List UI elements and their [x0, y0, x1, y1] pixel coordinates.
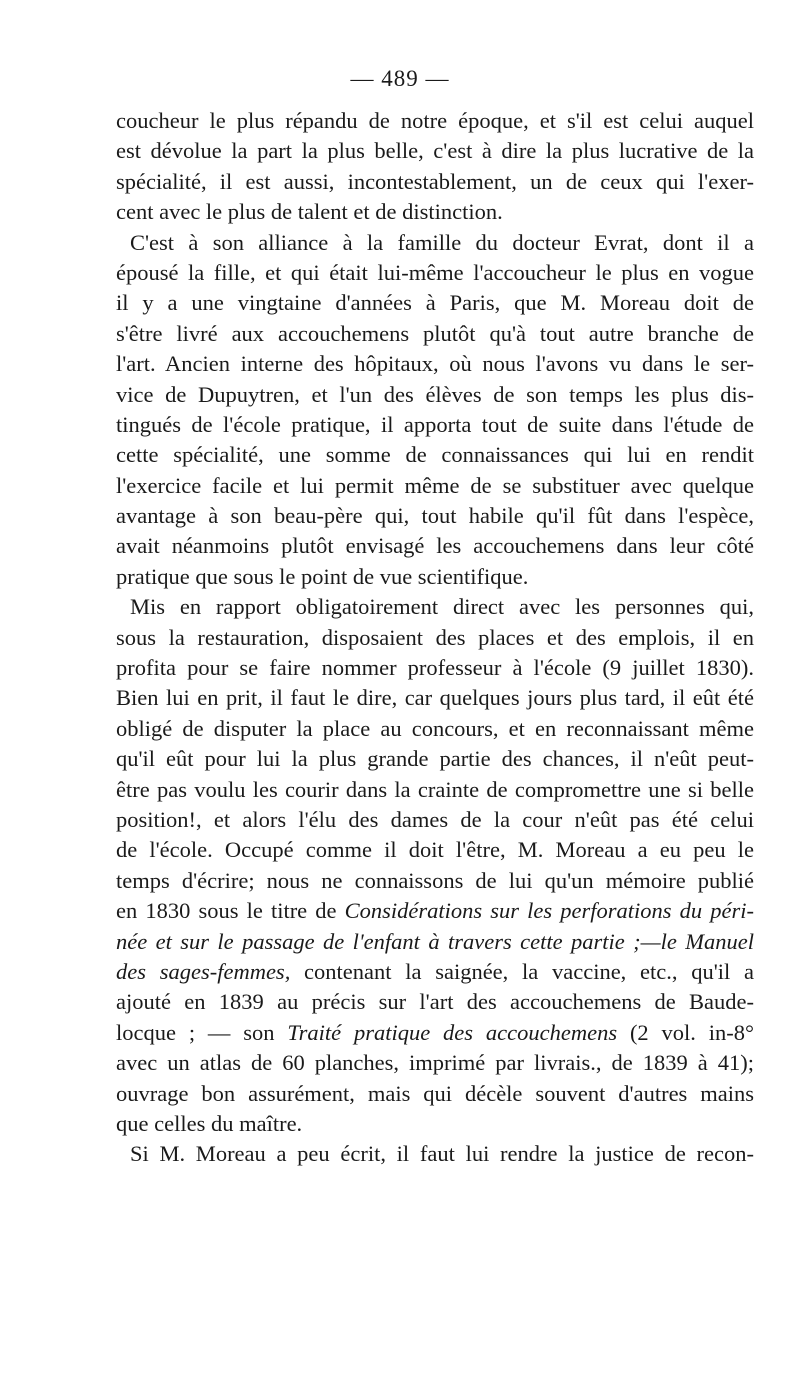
text-line: cette spécialité, une somme de connaissances qui lui en rendit	[116, 442, 754, 468]
text-line: position!, et alors l'élu des dames de la cour n'eût pas été celui	[116, 806, 754, 832]
text-segment: contenant la saignée, la vaccine, etc., qu'il a	[290, 958, 754, 984]
text-line: être pas voulu les courir dans la crainte de compromettre une si belle	[116, 776, 754, 802]
text-line	[116, 896, 754, 926]
text-line: temps d'écrire; nous ne connaissons de lui qu'un mémoire publié	[116, 867, 754, 893]
text-line: Si M. Moreau a peu écrit, il faut lui rendre la justice de recon-	[130, 1141, 754, 1167]
text-line: tingués de l'école pratique, il apporta tout de suite dans l'étude de	[116, 411, 754, 437]
text-line	[116, 957, 754, 987]
text-line: avantage à son beau-père qui, tout habile qu'il fût dans l'espèce,	[116, 503, 754, 529]
text-segment: (2 vol. in-8°	[617, 1019, 754, 1045]
text-line: épousé la fille, et qui était lui-même l'accoucheur le plus en vogue	[116, 259, 754, 285]
text-line: profita pour se faire nommer professeur à l'école (9 juillet 1830).	[116, 655, 754, 681]
text-line: s'être livré aux accouchemens plutôt qu'à tout autre branche de	[116, 320, 754, 346]
text-line: sous la restauration, disposaient des places et des emplois, il en	[116, 624, 754, 650]
page-number: — 489 —	[350, 66, 450, 91]
text-line: pratique que sous le point de vue scientifique.	[116, 563, 529, 589]
text-line: C'est à son alliance à la famille du docteur Evrat, dont il a	[130, 229, 754, 255]
text-line: coucheur le plus répandu de notre époque, et s'il est celui auquel	[116, 108, 754, 133]
text-line: spécialité, il est aussi, incontestablement, un de ceux qui l'exer-	[116, 168, 754, 194]
italic-segment: Traité pratique des accouchemens	[287, 1019, 618, 1045]
text-line: avait néanmoins plutôt envisagé les accouchemens dans leur côté	[116, 533, 754, 559]
text-line	[116, 1018, 754, 1048]
text-line: est dévolue la part la plus belle, c'est à dire la plus lucrative de la	[116, 138, 754, 164]
text-line: Mis en rapport obligatoirement direct avec les personnes qui,	[130, 594, 754, 620]
text-line: vice de Dupuytren, et l'un des élèves de son temps les plus dis-	[116, 381, 754, 407]
text-line: Bien lui en prit, il faut le dire, car quelques jours plus tard, il eût été	[116, 685, 754, 711]
text-line: qu'il eût pour lui la plus grande partie des chances, il n'eût peut-	[116, 746, 754, 772]
text-line: avec un atlas de 60 planches, imprimé par livrais., de 1839 à 41);	[116, 1050, 754, 1076]
italic-segment: née et sur le passage de l'enfant à travers cette partie ;—le Manuel	[116, 928, 754, 954]
text-line	[116, 927, 754, 957]
text-line: il y a une vingtaine d'années à Paris, que M. Moreau doit de	[116, 290, 754, 316]
text-line: ouvrage bon assurément, mais qui décèle souvent d'autres mains	[116, 1080, 754, 1106]
text-line: ajouté en 1839 au précis sur l'art des accouchemens de Baude-	[116, 989, 754, 1015]
body-text	[116, 106, 754, 1170]
italic-segment: Considérations sur les perforations du péri-	[344, 898, 754, 924]
text-segment: locque ; — son	[116, 1019, 288, 1045]
text-line: l'exercice facile et lui permit même de se substituer avec quelque	[116, 472, 754, 498]
text-line: de l'école. Occupé comme il doit l'être, M. Moreau a eu peu le	[116, 837, 754, 863]
text-line: l'art. Ancien interne des hôpitaux, où nous l'avons vu dans le ser-	[116, 351, 754, 377]
text-segment: en 1830 sous le titre de	[116, 898, 345, 924]
text-line: que celles du maître.	[116, 1110, 303, 1136]
text-line: cent avec le plus de talent et de distinction.	[116, 199, 503, 225]
text-line: obligé de disputer la place au concours, et en reconnaissant même	[116, 715, 754, 741]
italic-segment: des sages-femmes,	[116, 958, 291, 984]
